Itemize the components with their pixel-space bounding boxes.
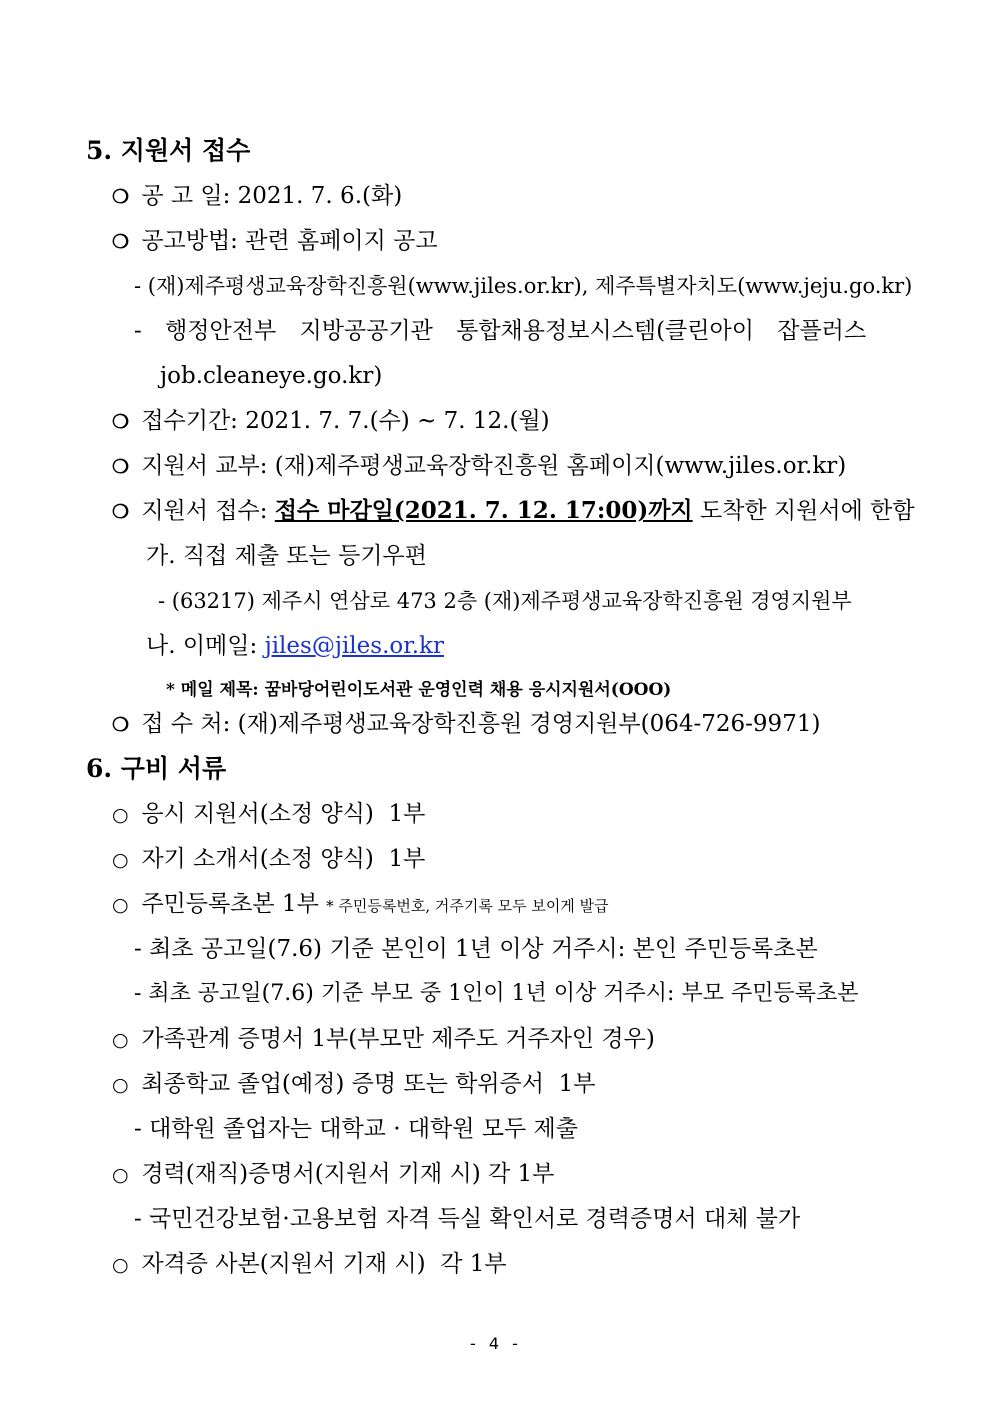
list-item: ❍ 접수기간: 2021. 7. 7.(수) ~ 7. 12.(월) bbox=[112, 406, 550, 437]
bullet-icon: ○ bbox=[112, 894, 129, 916]
bullet-icon: ○ bbox=[112, 1164, 129, 1186]
section-5-title: 5. 지원서 접수 bbox=[86, 136, 251, 165]
section-6-title: 6. 구비 서류 bbox=[86, 754, 227, 783]
sub-item: 가. 직접 제출 또는 등기우편 bbox=[146, 543, 427, 569]
list-item: ❍ 지원서 교부: (재)제주평생교육장학진흥원 홈페이지(www.jiles.or.kr) bbox=[112, 451, 846, 482]
page-number: - 4 - bbox=[470, 1334, 522, 1353]
list-item: ○ 자격증 사본(지원서 기재 시) 각 1부 bbox=[112, 1249, 507, 1280]
bullet-icon: ❍ bbox=[112, 456, 130, 478]
list-item: ○ 주민등록초본 1부 * 주민등록번호, 거주기록 모두 보이게 발급 bbox=[112, 889, 609, 921]
bullet-icon: ○ bbox=[112, 804, 129, 826]
bullet-icon: ○ bbox=[112, 1074, 129, 1096]
email-link[interactable]: jiles@jiles.or.kr bbox=[264, 633, 444, 659]
bullet-icon: ❍ bbox=[112, 411, 130, 433]
deadline-emphasis: 접수 마감일(2021. 7. 12. 17:00)까지 bbox=[274, 497, 693, 524]
bullet-icon: ○ bbox=[112, 1029, 129, 1051]
sub-item: - 최초 공고일(7.6) 기준 본인이 1년 이상 거주시: 본인 주민등록초본 bbox=[134, 936, 818, 962]
sub-item: - 대학원 졸업자는 대학교 · 대학원 모두 제출 bbox=[134, 1116, 578, 1142]
list-item: ❍ 공고방법: 관련 홈페이지 공고 bbox=[112, 226, 438, 257]
list-item: ○ 가족관계 증명서 1부(부모만 제주도 거주자인 경우) bbox=[112, 1024, 655, 1055]
sub-item: - 국민건강보험·고용보험 자격 득실 확인서로 경력증명서 대체 불가 bbox=[134, 1206, 801, 1232]
sub-item: - 최초 공고일(7.6) 기준 부모 중 1인이 1년 이상 거주시: 부모 주민등록초본 bbox=[134, 981, 859, 1006]
sub-item: 나. 이메일: jiles@jiles.or.kr bbox=[146, 633, 444, 659]
list-item: ○ 자기 소개서(소정 양식) 1부 bbox=[112, 844, 425, 875]
sub-item: - (재)제주평생교육장학진흥원(www.jiles.or.kr), 제주특별자치도(www.jeju.go.kr) bbox=[134, 274, 913, 298]
list-item: ○ 최종학교 졸업(예정) 증명 또는 학위증서 1부 bbox=[112, 1069, 595, 1100]
inline-note: * 주민등록번호, 거주기록 모두 보이게 발급 bbox=[326, 897, 609, 915]
list-item: ❍ 접 수 처: (재)제주평생교육장학진흥원 경영지원부(064-726-9971) bbox=[112, 709, 820, 740]
bullet-icon: ❍ bbox=[112, 231, 130, 253]
list-item: ❍ 공 고 일: 2021. 7. 6.(화) bbox=[112, 181, 402, 212]
sub-item: - (63217) 제주시 연삼로 473 2층 (재)제주평생교육장학진흥원 경영지원부 bbox=[158, 589, 852, 613]
sub-item-continuation: job.cleaneye.go.kr) bbox=[160, 363, 383, 389]
list-item: ❍ 지원서 접수: 접수 마감일(2021. 7. 12. 17:00)까지 도착한 지원서에 한함 bbox=[112, 496, 915, 527]
bullet-icon: ❍ bbox=[112, 186, 130, 208]
bullet-icon: ○ bbox=[112, 1254, 129, 1276]
mail-subject-note: * 메일 제목: 꿈바당어린이도서관 운영인력 채용 응시지원서(OOO) bbox=[166, 680, 672, 700]
list-item: ○ 응시 지원서(소정 양식) 1부 bbox=[112, 799, 425, 830]
bullet-icon: ❍ bbox=[112, 714, 130, 736]
list-item: ○ 경력(재직)증명서(지원서 기재 시) 각 1부 bbox=[112, 1159, 554, 1190]
sub-item: - 행정안전부 지방공공기관 통합채용정보시스템(클린아이 잡플러스 bbox=[134, 318, 867, 344]
bullet-icon: ○ bbox=[112, 849, 129, 871]
bullet-icon: ❍ bbox=[112, 501, 130, 523]
